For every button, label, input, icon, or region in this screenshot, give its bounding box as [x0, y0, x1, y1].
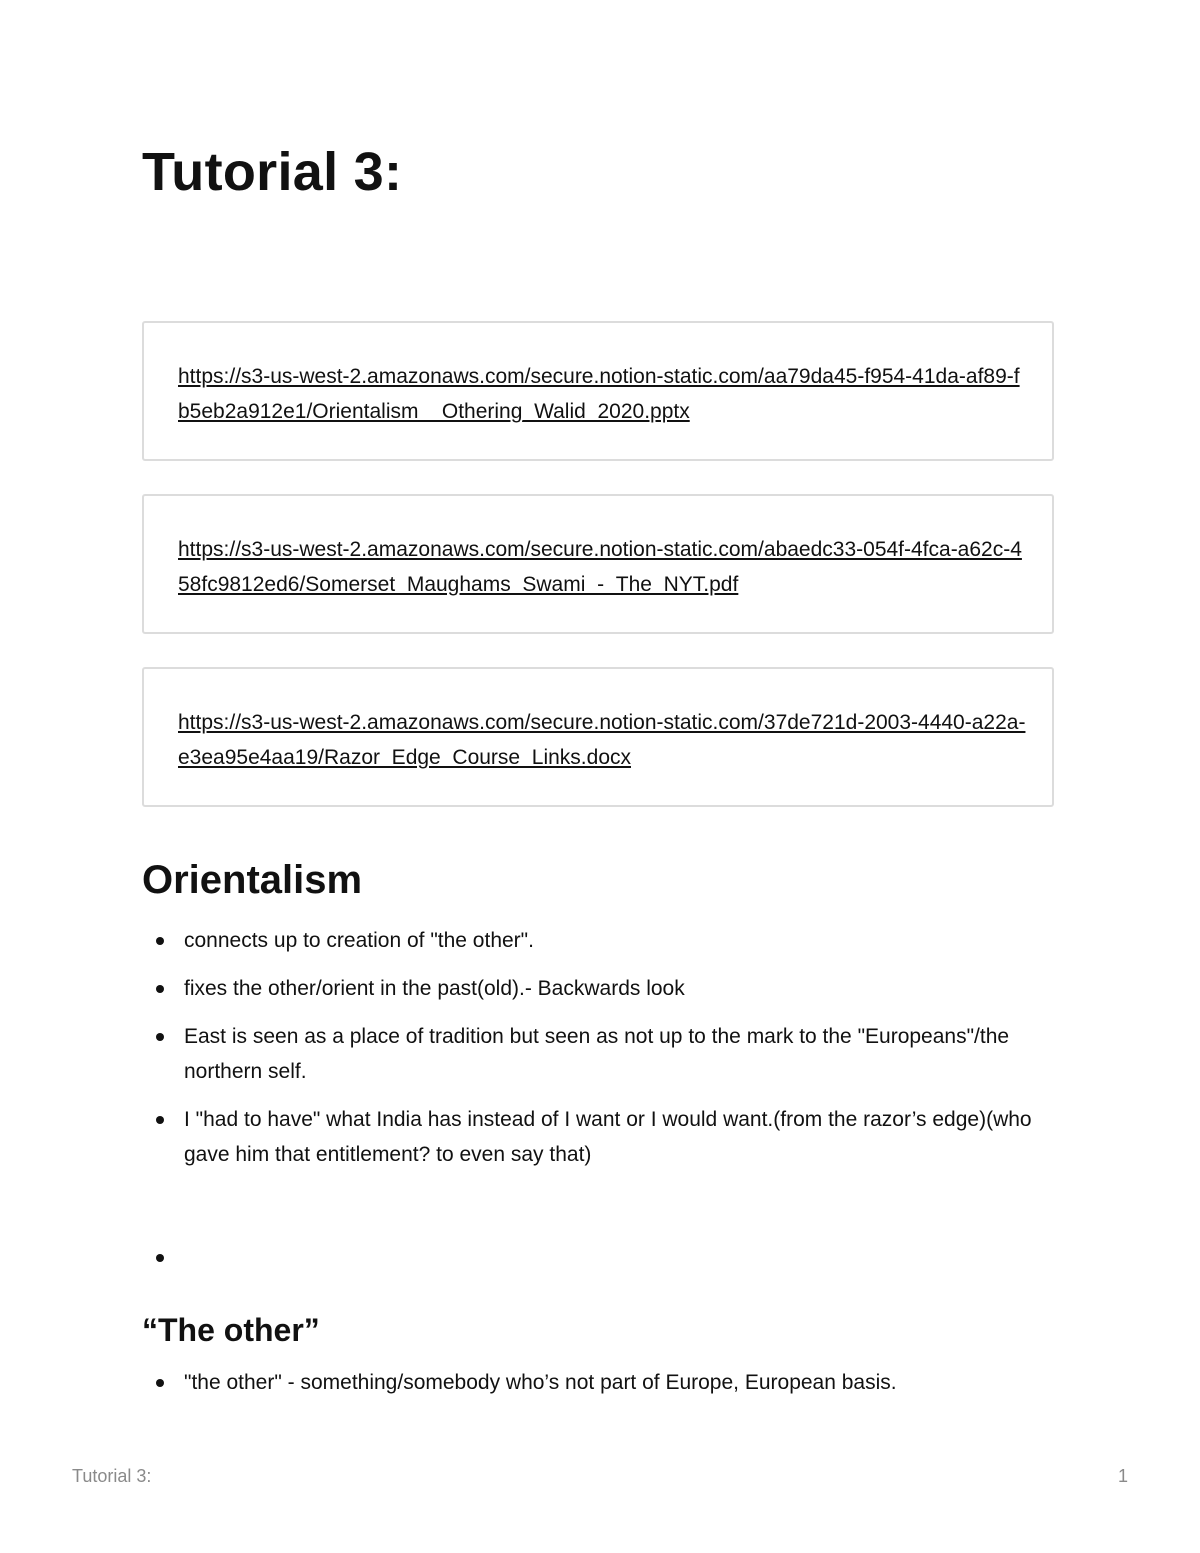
list-item	[142, 923, 1042, 958]
bullet-dot-icon	[156, 937, 164, 945]
empty-bullet-list	[142, 1240, 1042, 1288]
section-heading-the-other: “The other”	[142, 1312, 320, 1348]
link-orientalism-pptx[interactable]: https://s3-us-west-2.amazonaws.com/secure.notion-static.com/aa79da45-f954-41da-af89-fb5eb2a912e1/Orientalism__Othering_Walid_2020.pptx	[178, 365, 1020, 423]
page-title: Tutorial 3:	[142, 142, 403, 202]
bullet-dot-icon	[156, 1033, 164, 1041]
link-card-pdf	[142, 494, 1054, 634]
empty-list-item	[142, 1240, 1042, 1275]
bullet-dot-icon	[156, 1116, 164, 1124]
footer-title: Tutorial 3:	[72, 1466, 152, 1486]
list-item-text: "the other" - something/somebody who’s not part of Europe, European basis.	[184, 1371, 897, 1394]
list-item	[142, 1102, 1042, 1172]
link-card-docx	[142, 667, 1054, 807]
list-item-text: I "had to have" what India has instead of I want or I would want.(from the razor’s edge)(who gave him that entitlement? to even say that)	[184, 1108, 1032, 1166]
bullet-dot-icon	[156, 1254, 164, 1262]
link-card-pptx	[142, 321, 1054, 461]
link-razor-edge-docx[interactable]: https://s3-us-west-2.amazonaws.com/secure.notion-static.com/37de721d-2003-4440-a22a-e3ea95e4aa19/Razor_Edge_Course_Links.docx	[178, 711, 1026, 769]
list-item-text: East is seen as a place of tradition but seen as not up to the mark to the "Europeans"/the northern self.	[184, 1025, 1010, 1083]
bullet-dot-icon	[156, 985, 164, 993]
bullet-dot-icon	[156, 1379, 164, 1387]
list-item-text: connects up to creation of "the other".	[184, 929, 534, 952]
list-item	[142, 1019, 1042, 1089]
list-item-text: fixes the other/orient in the past(old).- Backwards look	[184, 977, 685, 1000]
section-heading-orientalism: Orientalism	[142, 858, 363, 902]
list-item	[142, 971, 1042, 1006]
the-other-bullet-list	[142, 1365, 1042, 1413]
list-item	[142, 1365, 1042, 1400]
orientalism-bullet-list	[142, 923, 1042, 1185]
link-somerset-pdf[interactable]: https://s3-us-west-2.amazonaws.com/secure.notion-static.com/abaedc33-054f-4fca-a62c-458fc9812ed6/Somerset_Maughams_Swami_-_The_NYT.pdf	[178, 538, 1022, 596]
footer-page-number: 1	[1117, 1466, 1128, 1486]
